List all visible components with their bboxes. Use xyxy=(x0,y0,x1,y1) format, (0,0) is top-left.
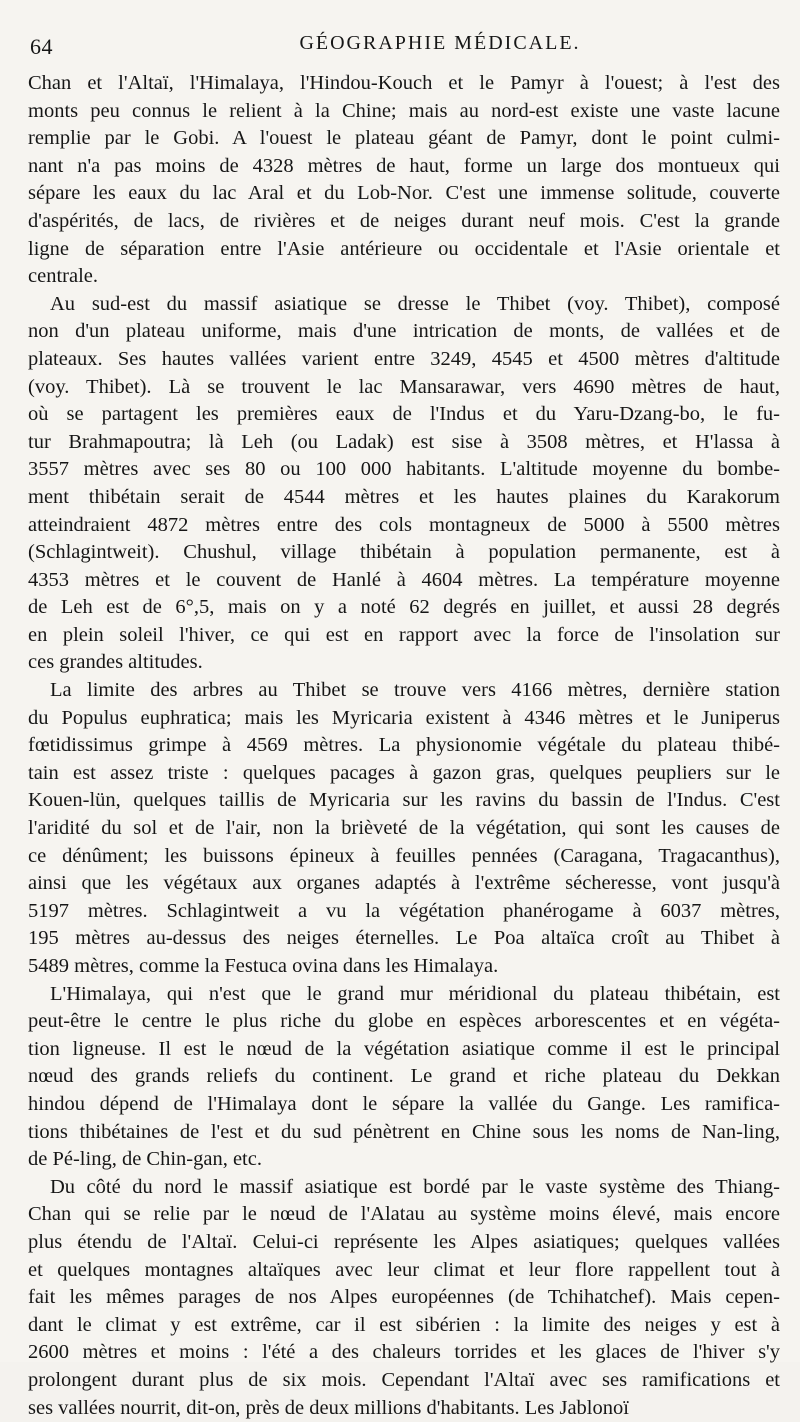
text-line: ainsi que les végétaux aux organes adaptés à l'extrême sécheresse, vont jusqu'à xyxy=(28,870,780,898)
text-line: de Leh est de 6°,5, mais on y a noté 62 degrés en juillet, et aussi 28 degrés xyxy=(28,594,780,622)
text-line: La limite des arbres au Thibet se trouve vers 4166 mètres, dernière station xyxy=(28,677,780,705)
text-line: tions thibétaines de l'est et du sud pénètrent en Chine sous les noms de Nan-ling, xyxy=(28,1119,780,1147)
text-line: Chan qui se relie par le nœud de l'Alatau au système moins élevé, mais encore xyxy=(28,1201,780,1229)
page-header xyxy=(30,30,775,64)
text-line: Chan et l'Altaï, l'Himalaya, l'Hindou-Kouch et le Pamyr à l'ouest; à l'est des xyxy=(28,70,780,98)
text-line: 5489 mètres, comme la Festuca ovina dans les Himalaya. xyxy=(28,953,780,981)
text-line: 4353 mètres et le couvent de Hanlé à 4604 mètres. La température moyenne xyxy=(28,567,780,595)
text-line: ses vallées nourrit, dit-on, près de deux millions d'habitants. Les Jablonoï xyxy=(28,1395,780,1422)
text-line: d'aspérités, de lacs, de rivières et de neiges durant neuf mois. C'est la grande xyxy=(28,208,780,236)
text-line: (voy. Thibet). Là se trouvent le lac Mansarawar, vers 4690 mètres de haut, xyxy=(28,374,780,402)
text-line: du Populus euphratica; mais les Myricaria existent à 4346 mètres et le Juniperus xyxy=(28,705,780,733)
text-line: 2600 mètres et moins : l'été a des chaleurs torrides et les glaces de l'hiver s'y xyxy=(28,1339,780,1367)
paragraph xyxy=(28,70,780,291)
text-line: tain est assez triste : quelques pacages à gazon gras, quelques peupliers sur le xyxy=(28,760,780,788)
text-line: 195 mètres au-dessus des neiges éternelles. Le Poa altaïca croît au Thibet à xyxy=(28,925,780,953)
text-line: nœud des grands reliefs du continent. Le grand et riche plateau du Dekkan xyxy=(28,1063,780,1091)
text-line: Kouen-lün, quelques taillis de Myricaria sur les ravins du bassin de l'Indus. C'est xyxy=(28,787,780,815)
text-line: hindou dépend de l'Himalaya dont le sépare la vallée du Gange. Les ramifica- xyxy=(28,1091,780,1119)
text-line: Au sud-est du massif asiatique se dresse le Thibet (voy. Thibet), composé xyxy=(28,291,780,319)
text-line: dant le climat y est extrême, car il est sibérien : la limite des neiges y est à xyxy=(28,1312,780,1340)
text-line: tion ligneuse. Il est le nœud de la végétation asiatique comme il est le principal xyxy=(28,1036,780,1064)
paragraph xyxy=(28,291,780,677)
text-line: centrale. xyxy=(28,263,780,291)
paragraph xyxy=(28,981,780,1174)
text-line: 3557 mètres avec ses 80 ou 100 000 habitants. L'altitude moyenne du bombe- xyxy=(28,456,780,484)
text-line: ment thibétain serait de 4544 mètres et les hautes plaines du Karakorum xyxy=(28,484,780,512)
text-line: prolongent durant plus de six mois. Cependant l'Altaï avec ses ramifications et xyxy=(28,1367,780,1395)
text-line: 5197 mètres. Schlagintweit a vu la végétation phanérogame à 6037 mètres, xyxy=(28,898,780,926)
text-line: atteindraient 4872 mètres entre des cols montagneux de 5000 à 5500 mètres xyxy=(28,512,780,540)
text-line: fait les mêmes parages de nos Alpes européennes (de Tchihatchef). Mais cepen- xyxy=(28,1284,780,1312)
text-line: de Pé-ling, de Chin-gan, etc. xyxy=(28,1146,780,1174)
text-line: plus étendu de l'Altaï. Celui-ci représente les Alpes asiatiques; quelques vallées xyxy=(28,1229,780,1257)
paragraph xyxy=(28,677,780,981)
text-line: (Schlagintweit). Chushul, village thibétain à population permanente, est à xyxy=(28,539,780,567)
text-line: non d'un plateau uniforme, mais d'une intrication de monts, de vallées et de xyxy=(28,318,780,346)
paragraph xyxy=(28,1174,780,1422)
running-head: GÉOGRAPHIE MÉDICALE. xyxy=(230,32,650,55)
text-line: Du côté du nord le massif asiatique est bordé par le vaste système des Thiang- xyxy=(28,1174,780,1202)
text-line: plateaux. Ses hautes vallées varient entre 3249, 4545 et 4500 mètres d'altitude xyxy=(28,346,780,374)
text-line: ces grandes altitudes. xyxy=(28,649,780,677)
text-line: l'aridité du sol et de l'air, non la brièveté de la végétation, qui sont les causes de xyxy=(28,815,780,843)
text-line: ligne de séparation entre l'Asie antérieure ou occidentale et l'Asie orientale et xyxy=(28,236,780,264)
text-line: L'Himalaya, qui n'est que le grand mur méridional du plateau thibétain, est xyxy=(28,981,780,1009)
text-line: et quelques montagnes altaïques avec leur climat et leur flore rappellent tout à xyxy=(28,1257,780,1285)
text-line: en plein soleil l'hiver, ce qui est en rapport avec la force de l'insolation sur xyxy=(28,622,780,650)
text-line: où se partagent les premières eaux de l'Indus et du Yaru-Dzang-bo, le fu- xyxy=(28,401,780,429)
text-line: tur Brahmapoutra; là Leh (ou Ladak) est sise à 3508 mètres, et H'lassa à xyxy=(28,429,780,457)
body-text xyxy=(28,70,780,1422)
text-line: fœtidissimus grimpe à 4569 mètres. La physionomie végétale du plateau thibé- xyxy=(28,732,780,760)
text-line: sépare les eaux du lac Aral et du Lob-Nor. C'est une immense solitude, couverte xyxy=(28,180,780,208)
text-line: nant n'a pas moins de 4328 mètres de haut, forme un large dos montueux qui xyxy=(28,153,780,181)
text-line: remplie par le Gobi. A l'ouest le plateau géant de Pamyr, dont le point culmi- xyxy=(28,125,780,153)
page-number: 64 xyxy=(30,34,53,60)
text-line: monts peu connus le relient à la Chine; mais au nord-est existe une vaste lacune xyxy=(28,98,780,126)
text-line: ce dénûment; les buissons épineux à feuilles pennées (Caragana, Tragacanthus), xyxy=(28,843,780,871)
text-line: peut-être le centre le plus riche du globe en espèces arborescentes et en végéta- xyxy=(28,1008,780,1036)
